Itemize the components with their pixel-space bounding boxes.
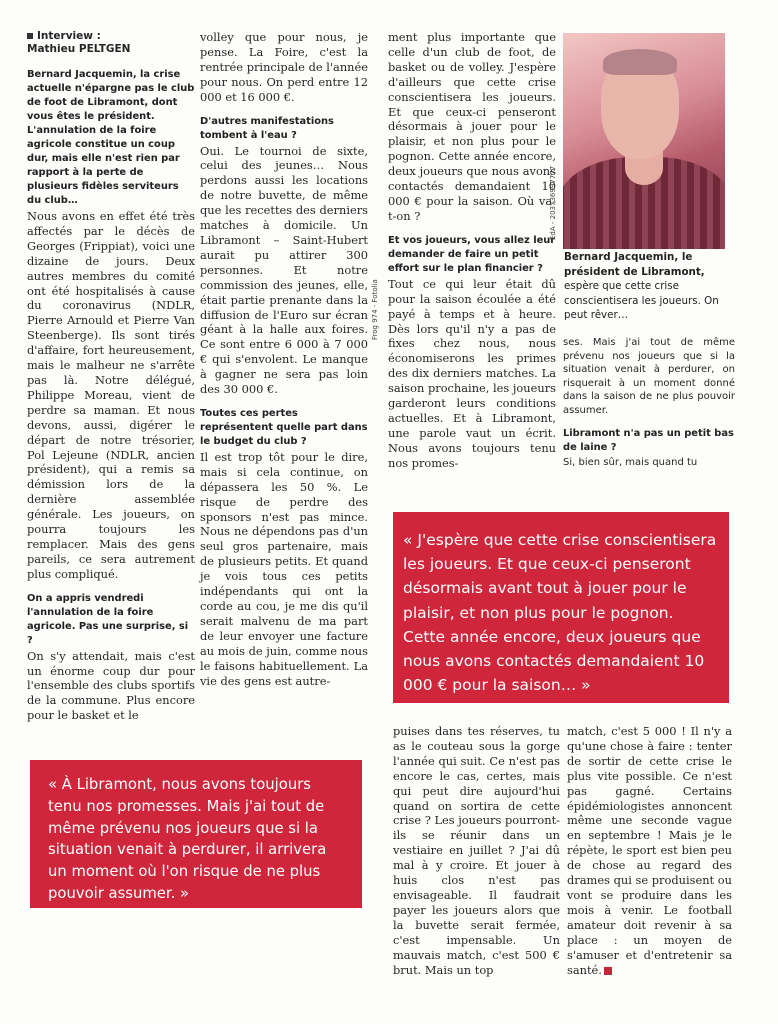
column-1 bbox=[27, 30, 195, 723]
pull-quote-1: « À Libramont, nous avons toujours tenu nos promesses. Mais j'ai tout de même prévenu nos joueurs que si la situation venait à perdurer, il arrivera un moment où l'on risque de ne plus pouvoir assumer. » bbox=[30, 760, 362, 908]
photo-caption bbox=[564, 250, 734, 323]
column-5 bbox=[393, 724, 560, 977]
answer-5-continued: ses. Mais j'ai tout de même prévenu nos joueurs que si la situation venait à perdurer, on risquerait à un moment donné dans la saison de ne plus pouvoir assumer. bbox=[563, 337, 735, 416]
caption-name: Bernard Jacquemin, le président de Libramont, bbox=[564, 251, 705, 278]
answer-3: Oui. Le tournoi de sixte, celui des jeunes… Nous perdons aussi les locations de notre buvette, de même que les recettes des derniers matches à domicile. Un Libramont – Saint-Hubert aurait pu attirer 300 personnes. Et notre commission des jeunes, elle, était partie prenante dans la diffusion de l'Euro sur écran géant à la halle aux foires. Ce sont entre 6 000 à 7 000 € qui s'envolent. Le manque à gagner ne sera pas loin des 30 000 €. bbox=[200, 143, 368, 397]
answer-2-continued: volley que pour nous, je pense. La Foire, c'est la rentrée principale de l'année pour nous. On perd entre 12 000 et 16 000 €. bbox=[200, 30, 368, 104]
byline-author: Mathieu PELTGEN bbox=[27, 43, 131, 55]
answer-4: Il est trop tôt pour le dire, mais si cela continue, on dépassera les 50 %. Le risque de perdre des sponsors n'est pas mince. Nous ne dépendons pas d'un seul gros partenaire, mais de plusieurs petits. Et quand je vois tous ces petits indépendants qui ont la corde au cou, je me dis qu'il serait malvenu de ma part de leur envoyer une facture au mois de juin, comme nous le faisons habituellement. La vie des gens est autre- bbox=[200, 449, 368, 688]
answer-1: Nous avons en effet été très affectés par le décès de Georges (Frippiat), voici une dizaine de jours. Deux autres membres du comité ont été hospitalisés à cause du coronavirus (NDLR, Pierre Arnould et Pierre Van Steenberge). Ils sont tirés d'affaire, fort heureusement, mais le malheur ne s'arrête pas là. Notre délégué, Philippe Moreau, vient de perdre sa maman. Et nous devons, aussi, digérer le départ de notre trésorier, Pol Lejeune (NDLR, ancien président), qui a remis sa démission lors de la dernière assemblée générale. Les joueurs, on pourra toujours les remplacer. Mais des gens pareils, ce sera autrement plus compliqué. bbox=[27, 209, 195, 581]
caption-rest: espère que cette crise conscientisera les joueurs. On peut rêver… bbox=[564, 280, 719, 322]
bullet-square-icon bbox=[27, 33, 33, 39]
photo-hair bbox=[603, 49, 677, 75]
answer-5: Tout ce qui leur était dû pour la saison écoulée a été payé à temps et à heure. Dès lors qu'il n'y a pas de fixes chez nous, nous économiserons les primes des dix derniers matches. La saison prochaine, les joueurs garderont leurs conditions actuelles. Et à Libramont, une parole vaut un écrit. Nous avons toujours tenu nos promes- bbox=[388, 276, 556, 470]
byline bbox=[27, 30, 195, 56]
answer-4-continued: ment plus importante que celle d'un club de foot, de basket ou de volley. J'espère d'ailleurs que cette crise conscientisera les joueurs. Et que ceux-ci penseront désormais à jouer pour le plaisir, et non plus pour le pognon. Cette année encore, deux joueurs que nous avons contactés demandaient 10 000 € pour la saison. Où va-t-on ? bbox=[388, 30, 556, 223]
answer-6-continued: puises dans tes réserves, tu as le couteau sous la gorge l'année qui suit. Ce n'est pas encore le cas, certes, mais qui peut dire aujourd'hui quand on sortira de cette crise ? Les joueurs pourront-ils se réunir dans un vestiaire en juillet ? J'ai dû mal à y croire. Et jouer à huis clos n'est pas envisageable. Il faudrait payer les joueurs alors que la buvette serait fermée, c'est impensable. Un mauvais match, c'est 500 € brut. Mais un top bbox=[393, 724, 560, 977]
question-5: Et vos joueurs, vous allez leur demander de faire un petit effort sur le plan financier ? bbox=[388, 234, 556, 274]
image-credit-fotolia: Frog 974 - Fotolia bbox=[371, 279, 379, 340]
column-6 bbox=[567, 724, 732, 977]
answer-6-end bbox=[567, 724, 732, 977]
column-2 bbox=[200, 30, 368, 688]
end-mark-icon bbox=[604, 967, 612, 975]
column-4 bbox=[563, 336, 735, 470]
question-4: Toutes ces pertes représentent quelle part dans le budget du club ? bbox=[200, 407, 368, 447]
photo-credit: EdA - 203736997777 bbox=[549, 165, 557, 240]
portrait-photo bbox=[563, 33, 725, 249]
answer-2: On s'y attendait, mais c'est un énorme coup dur pour l'ensemble des clubs sportifs de la commune. Plus encore pour le basket et le bbox=[27, 648, 195, 723]
question-3: D'autres manifestations tombent à l'eau ? bbox=[200, 115, 334, 141]
column-3 bbox=[388, 30, 556, 471]
question-6: Libramont n'a pas un petit bas de laine ? bbox=[563, 428, 734, 453]
answer-6: Si, bien sûr, mais quand tu bbox=[563, 457, 698, 468]
byline-prefix: Interview : bbox=[37, 30, 101, 42]
pull-quote-2: « J'espère que cette crise conscientisera les joueurs. Et que ceux-ci penseront désormais avant tout à jouer pour le plaisir, et non plus pour le pognon. Cette année encore, deux joueurs que nous avons contactés demandaient 10 000 € pour la saison… » bbox=[393, 512, 729, 703]
answer-6-end-text: match, c'est 5 000 ! Il n'y a qu'une chose à faire : tenter de sortir de cette crise le plus vite possible. Ce n'est pas gagné. Certains épidémiologistes annoncent même une seconde vague en septembre ! Mais je le répète, le sport est bien peu de chose au regard des drames qui se produisent ou vont se produire dans les mois à venir. Le football amateur doit revenir à sa place : un moyen de s'amuser et d'entretenir sa santé. bbox=[567, 724, 732, 977]
intro-question: Bernard Jacquemin, la crise actuelle n'épargne pas le club de foot de Libramont, dont vous êtes le président. L'annulation de la foire agricole constitue un coup dur, mais elle n'est rien par rapport à la perte de plusieurs fidèles serviteurs du club… bbox=[27, 69, 195, 206]
question-2: On a appris vendredi l'annulation de la foire agricole. Pas une surprise, si ? bbox=[27, 592, 189, 646]
